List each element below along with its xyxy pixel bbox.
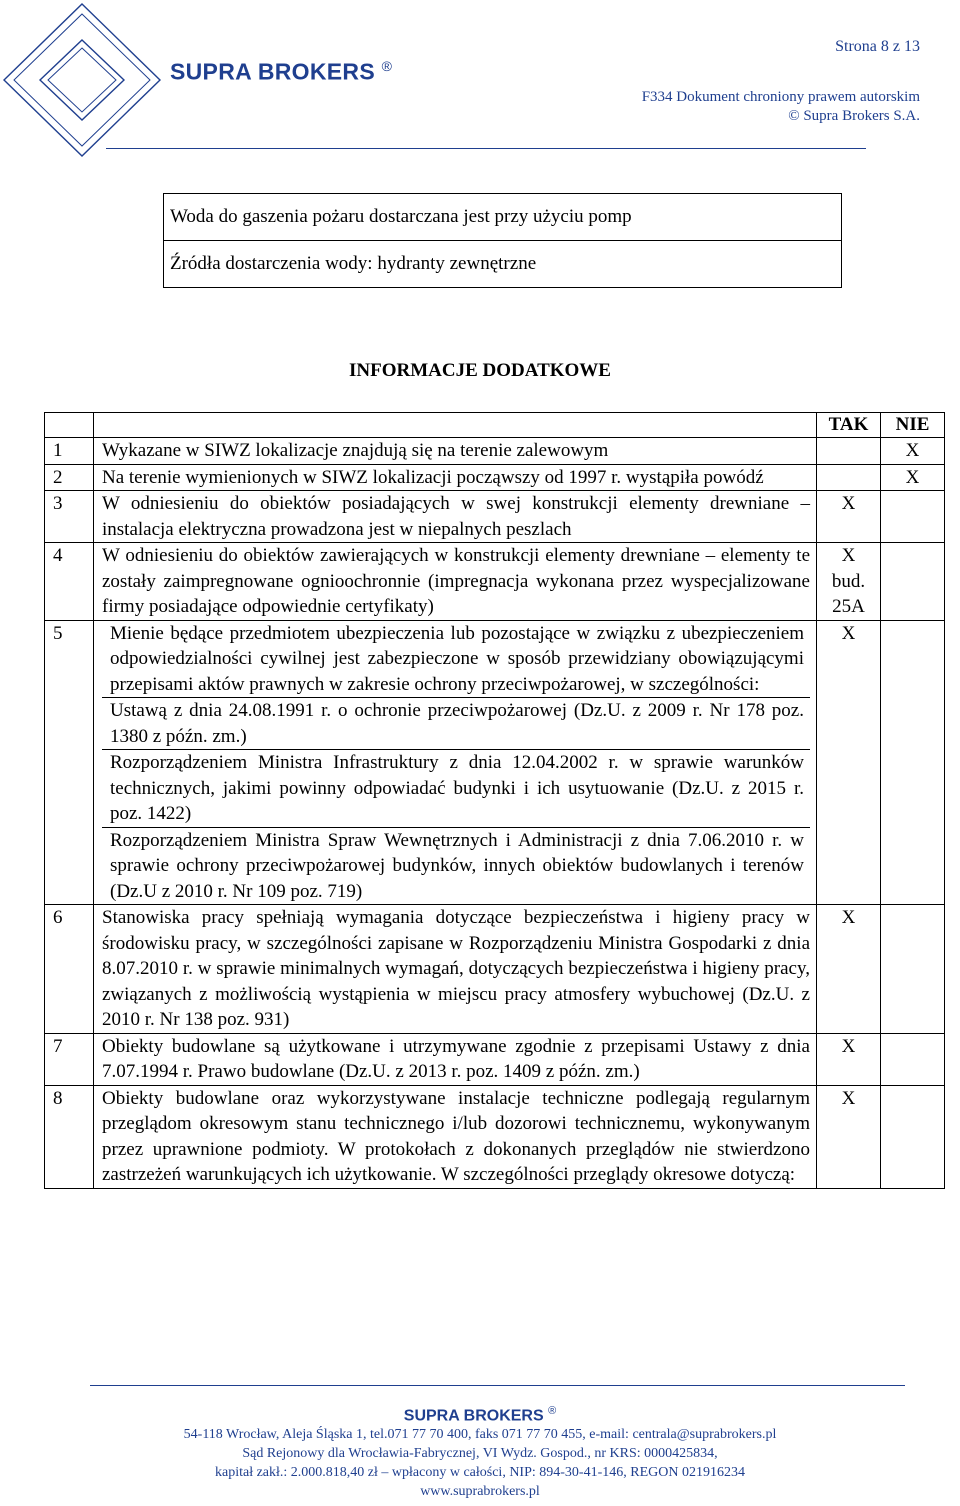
footer-divider [90,1385,905,1386]
water-pump-row: Woda do gaszenia pożaru dostarczana jest przy użyciu pomp [170,206,632,227]
row-main-text: Mienie będące przedmiotem ubezpieczenia lub pozostające w związku z ubezpieczeniem odpowiedzialności cywilnej jest zabezpieczone w sposób przewidziany obowiązującymi przepisami aktów prawnych w zakresie ochrony przeciwpożarowej, w szczególności: [110,622,804,695]
row-text: Obiekty budowlane są użytkowane i utrzymywane zgodnie z przepisami Ustawy z dnia 7.07.1994 r. Prawo budowlane (Dz.U. z 2013 r. poz. 1409 z późn. zm.) [94,1033,817,1085]
row-nie: X [881,464,945,491]
header-num-cell [45,413,94,438]
row-number: 8 [45,1085,94,1188]
row-nie: X [881,438,945,465]
row-tak-building: 25A [832,596,865,617]
brand-name: SUPRA BROKERS ® [170,58,393,85]
row-nie [881,1033,945,1085]
table-header-row [45,413,945,438]
footer-brand: SUPRA BROKERS ® [403,1405,557,1425]
page-number: Strona 8 z 13 [835,38,920,55]
header-nie: NIE [881,413,945,438]
row-tak [817,438,881,465]
table-row [45,1033,945,1085]
row-tak [817,543,881,621]
registered-mark: ® [381,58,393,74]
row-nie [881,1085,945,1188]
row-number: 7 [45,1033,94,1085]
regulation-item: Rozporządzeniem Ministra Spraw Wewnętrznych i Administracji z dnia 7.06.2010 r. w sprawie ochrony przeciwpożarowej budynków, innych obiektów budowlanych i terenów (Dz.U z 2010 r. Nr 109 poz. 719) [102,827,810,905]
doc-owner-line: © Supra Brokers S.A. [788,108,920,124]
row-nie [881,620,945,905]
footer-capital-info: kapitał zakł.: 2.000.818,40 zł – wpłacony w całości, NIP: 894-30-41-146, REGON 021916234 [215,1465,745,1481]
regulation-item: Rozporządzeniem Ministra Infrastruktury z dnia 12.04.2002 r. w sprawie warunków technicznych, jakimi powinny odpowiadać budynki i ich usytuowanie (Dz.U. z 2015 r. poz. 1422) [102,749,810,827]
row-text: Obiekty budowlane oraz wykorzystywane instalacje techniczne podlegają regularnym przeglądom okresowym stanu technicznego i/lub dozorowi technicznemu, wykonywanym przez uprawnione podmioty. W protokołach z dokonanych przeglądów nie stwierdzono zastrzeżeń warunkujących ich użytkowanie. W szczególności przeglądy okresowe dotyczą: [94,1085,817,1188]
footer-website: www.suprabrokers.pl [420,1484,540,1500]
row-number: 3 [45,491,94,543]
row-tak: X [817,1085,881,1188]
document-info [642,88,920,126]
footer-address: 54-118 Wrocław, Aleja Śląska 1, tel.071 77 70 400, faks 071 77 70 455, e-mail: centrala@suprabrokers.pl [183,1427,777,1443]
row-text: W odniesieniu do obiektów zawierających w konstrukcji elementy drewniane – elementy te zostały zaimpregnowane ognioochronnie (impregnacja wykonana przez wyspecjalizowane firmy posiadające odpowiednie certyfikaty) [94,543,817,621]
row-text: Na terenie wymienionych w SIWZ lokalizacji począwszy od 1997 r. wystąpiła powódź [94,464,817,491]
table-row [45,543,945,621]
footer-registered-mark: ® [548,1405,557,1417]
row-number: 2 [45,464,94,491]
doc-copyright-line: F334 Dokument chroniony prawem autorskim [641,89,920,105]
row-text [94,620,817,905]
table-row [45,905,945,1034]
table-row [45,464,945,491]
row-tak: X [817,905,881,1034]
water-source-row: Źródła dostarczenia wody: hydranty zewnętrzne [164,240,841,287]
row-tak [817,464,881,491]
row-number: 1 [45,438,94,465]
water-supply-box [163,193,842,288]
regulation-item: Ustawą z dnia 24.08.1991 r. o ochronie przeciwpożarowej (Dz.U. z 2009 r. Nr 178 poz. 1380 z późn. zm.) [102,697,810,749]
header-text-cell [94,413,817,438]
page-footer [0,1402,960,1501]
header-divider [106,148,866,149]
table-row [45,438,945,465]
row-tak: X [817,491,881,543]
row-text: Stanowiska pracy spełniają wymagania dotyczące bezpieczeństwa i higieny pracy w środowisku pracy, w szczególności zapisane w Rozporządzeniu Ministra Gospodarki z dnia 8.07.2010 r. w sprawie minimalnych wymagań, dotyczących bezpieczeństwa i higieny pracy, związanych z możliwością wystąpienia w miejscu pracy atmosfery wybuchowej (Dz.U. z 2010 r. Nr 138 poz. 931) [94,905,817,1034]
row-nie [881,905,945,1034]
row-number: 5 [45,620,94,905]
row-text: W odniesieniu do obiektów posiadających w swej konstrukcji elementy drewniane – instalacja elektryczna prowadzona jest w niepalnych peszlach [94,491,817,543]
row-nie [881,491,945,543]
row-nie [881,543,945,621]
footer-court-registration: Sąd Rejonowy dla Wrocławia-Fabrycznej, VI Wydz. Gospod., nr KRS: 0000425834, [242,1446,718,1462]
row-tak: X [817,1033,881,1085]
table-row [45,620,945,905]
row-number: 4 [45,543,94,621]
additional-info-table [44,412,945,1189]
header-tak: TAK [817,413,881,438]
row-tak-note: bud. [831,570,866,592]
company-logo [0,0,165,160]
section-title: INFORMACJE DODATKOWE [349,360,611,381]
row-tak-mark: X [841,545,856,566]
row-tak: X [817,620,881,905]
table-row [45,491,945,543]
table-row [45,1085,945,1188]
row-text: Wykazane w SIWZ lokalizacje znajdują się na terenie zalewowym [94,438,817,465]
row-number: 6 [45,905,94,1034]
